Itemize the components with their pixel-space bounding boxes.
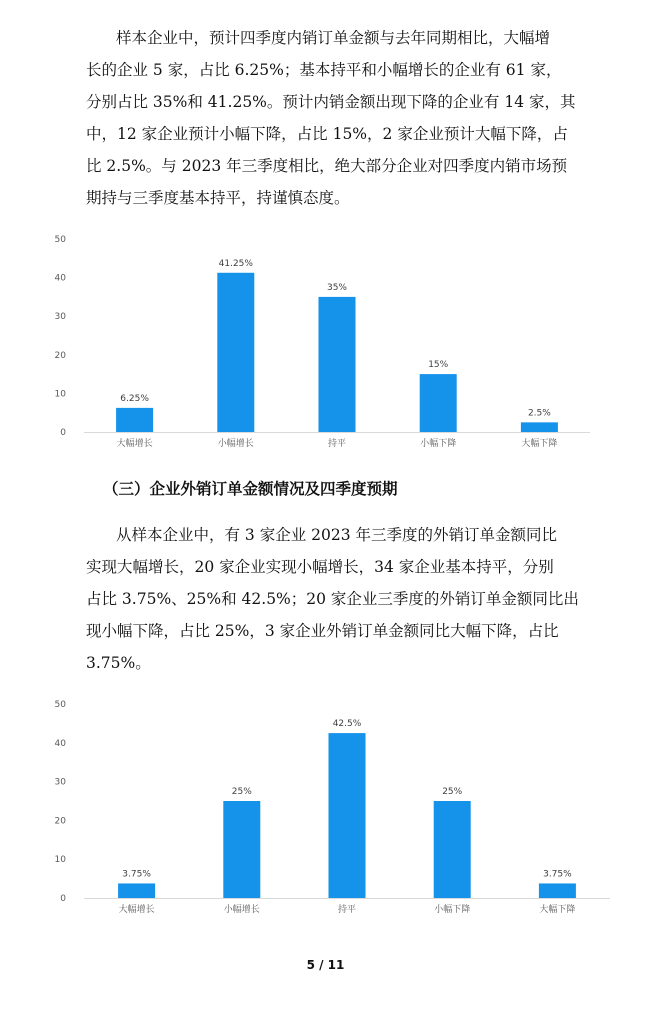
paragraph-line: 3.75%。 xyxy=(86,654,151,672)
x-tick-label: 小幅增长 xyxy=(223,905,260,915)
bar xyxy=(434,801,471,898)
chart-svg xyxy=(50,228,610,450)
data-label: 25% xyxy=(231,787,252,797)
paragraph-line: 分别占比 35%和 41.25%。预计内销金额出现下降的企业有 14 家，其 xyxy=(86,93,576,111)
data-label: 6.25% xyxy=(120,393,149,404)
domestic-sales-bar-chart xyxy=(50,228,610,450)
bar xyxy=(521,422,558,432)
bar xyxy=(217,273,254,432)
x-tick-label: 大幅增长 xyxy=(116,439,153,449)
y-tick-label: 40 xyxy=(54,273,66,284)
y-tick-label: 20 xyxy=(54,350,66,361)
paragraph-line: 中，12 家企业预计小幅下降，占比 15%，2 家企业预计大幅下降，占 xyxy=(86,125,568,143)
y-tick-label: 10 xyxy=(54,855,66,866)
section-heading: （三）企业外销订单金额情况及四季度预期 xyxy=(103,480,398,498)
data-label: 25% xyxy=(442,787,463,797)
bar xyxy=(319,297,356,432)
data-label: 3.75% xyxy=(543,869,572,880)
paragraph-line: 长的企业 5 家，占比 6.25%；基本持平和小幅增长的企业有 61 家， xyxy=(86,61,562,79)
y-tick-label: 40 xyxy=(54,738,66,749)
paragraph-line: 样本企业中，预计四季度内销订单金额与去年同期相比，大幅增 xyxy=(116,29,551,47)
y-tick-label: 50 xyxy=(54,700,66,710)
bar xyxy=(329,733,366,898)
paragraph-line: 从样本企业中，有 3 家企业 2023 年三季度的外销订单金额同比 xyxy=(116,526,558,544)
bar xyxy=(420,374,457,432)
x-tick-label: 小幅下降 xyxy=(434,905,471,915)
paragraph-line: 比 2.5%。与 2023 年三季度相比，绝大部分企业对四季度内销市场预 xyxy=(86,157,568,175)
y-tick-label: 0 xyxy=(60,428,66,438)
data-label: 15% xyxy=(428,360,449,371)
y-tick-label: 0 xyxy=(60,894,66,904)
x-tick-label: 小幅增长 xyxy=(217,439,254,449)
export-sales-bar-chart xyxy=(50,694,610,920)
paragraph-line: 占比 3.75%、25%和 42.5%；20 家企业三季度的外销订单金额同比出 xyxy=(86,590,579,608)
paragraph-export-sales xyxy=(86,519,611,679)
page-number: 5 / 11 xyxy=(306,958,345,972)
x-tick-label: 持平 xyxy=(337,905,357,915)
bar xyxy=(539,883,576,898)
x-tick-label: 大幅下降 xyxy=(521,439,558,449)
x-tick-label: 大幅增长 xyxy=(118,905,155,915)
y-tick-label: 30 xyxy=(54,312,66,323)
y-tick-label: 20 xyxy=(54,816,66,827)
paragraph-line: 实现大幅增长，20 家企业实现小幅增长，34 家企业基本持平，分别 xyxy=(86,558,554,576)
y-tick-label: 50 xyxy=(54,235,66,245)
bar xyxy=(118,883,155,898)
chart-svg xyxy=(50,694,610,920)
data-label: 42.5% xyxy=(332,719,362,730)
data-label: 3.75% xyxy=(122,869,151,880)
paragraph-domestic-sales xyxy=(86,22,611,214)
data-label: 35% xyxy=(326,282,348,293)
x-tick-label: 持平 xyxy=(327,439,347,449)
paragraph-line: 期持与三季度基本持平，持谨慎态度。 xyxy=(86,189,350,207)
bar xyxy=(223,801,260,898)
x-tick-label: 小幅下降 xyxy=(420,439,457,449)
y-tick-label: 30 xyxy=(54,777,66,788)
y-tick-label: 10 xyxy=(54,389,66,400)
x-tick-label: 大幅下降 xyxy=(539,905,576,915)
paragraph-line: 现小幅下降，占比 25%，3 家企业外销订单金额同比大幅下降，占比 xyxy=(86,622,559,640)
data-label: 41.25% xyxy=(218,258,253,269)
bar xyxy=(116,408,153,432)
data-label: 2.5% xyxy=(527,408,551,419)
